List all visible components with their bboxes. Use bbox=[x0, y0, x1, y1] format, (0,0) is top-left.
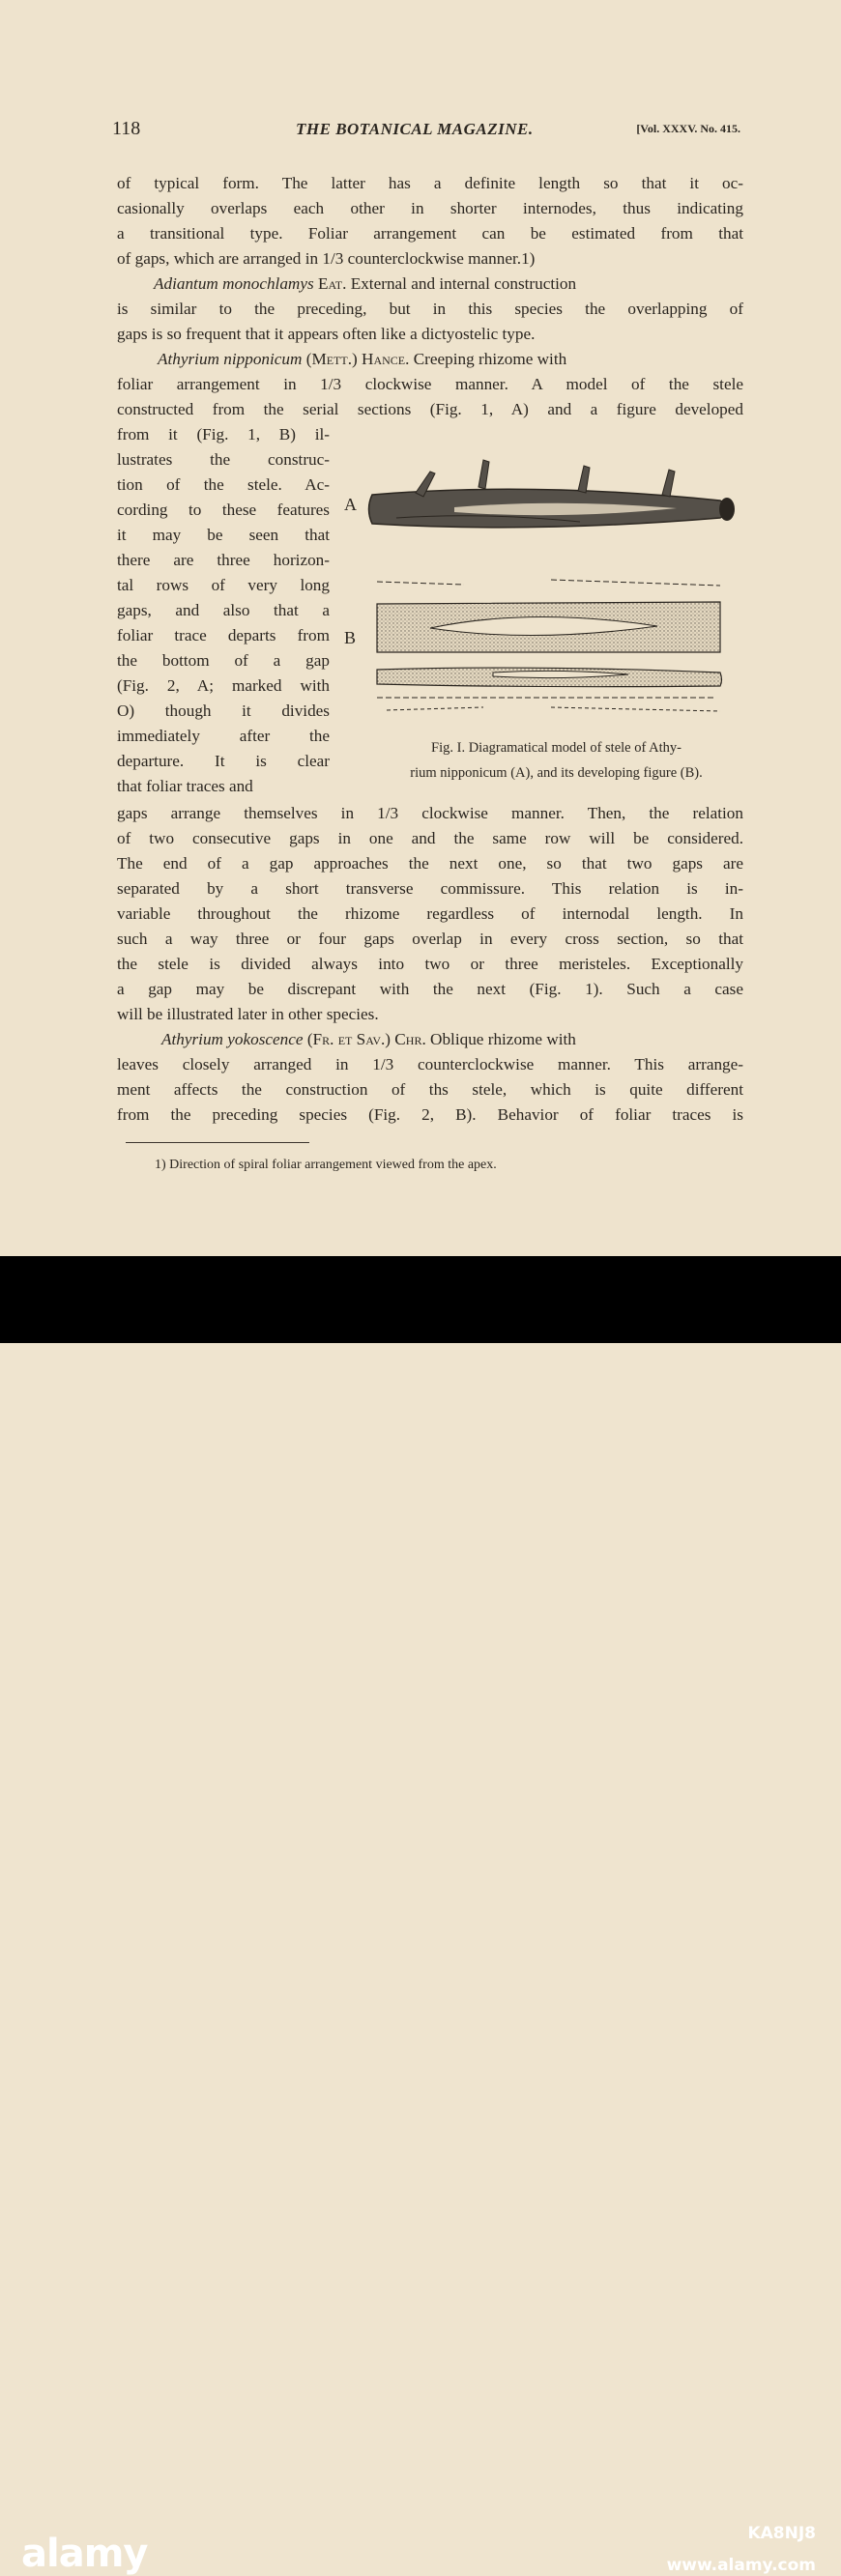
text-line bbox=[117, 347, 743, 372]
footnote: 1) Direction of spiral foliar arrangement viewed from the apex. bbox=[155, 1158, 497, 1172]
text-line: foliar trace departs from bbox=[117, 626, 330, 644]
text-line: cording to these features bbox=[117, 501, 330, 519]
species-author: Eat. bbox=[317, 274, 347, 293]
figure-label-a: A bbox=[344, 495, 357, 514]
species-name: Adiantum monochlamys bbox=[154, 274, 314, 293]
text-line: lustrates the construc- bbox=[117, 450, 330, 469]
text-line: of two consecutive gaps in one and the same row will be considered. bbox=[117, 829, 743, 847]
watermark-bar bbox=[0, 1256, 841, 2576]
text-line: gaps is so frequent that it appears often like a dictyostelic type. bbox=[117, 325, 536, 343]
caption-line: rium nipponicum (A), and its developing figure (B). bbox=[410, 765, 703, 781]
species-name: Athyrium yokoscence bbox=[161, 1030, 304, 1048]
paragraph-middle bbox=[117, 801, 743, 1027]
text-line: a gap may be discrepant with the next (Fig. 1). Such a case bbox=[117, 980, 743, 998]
running-header bbox=[112, 118, 740, 145]
paragraph-top bbox=[117, 171, 743, 272]
paragraph-athyrium-yokoscence bbox=[117, 1027, 743, 1128]
paragraph-athyrium-nipponicum bbox=[117, 347, 743, 422]
text-line: a transitional type. Foliar arrangement can be estimated from that bbox=[117, 224, 743, 243]
text-line: departure. It is clear bbox=[117, 752, 330, 770]
image-id: KA8NJ8 bbox=[747, 2524, 816, 2543]
text-line: there are three horizon- bbox=[117, 551, 330, 569]
text-line bbox=[117, 1027, 743, 1052]
text-line: ment affects the construction of ths stele, which is quite different bbox=[117, 1080, 743, 1099]
text-line: of typical form. The latter has a definite length so that it oc- bbox=[117, 174, 743, 192]
text-line: foliar arrangement in 1/3 clockwise manner. A model of the stele bbox=[117, 375, 743, 393]
alamy-logo: alamy bbox=[21, 2532, 148, 2576]
stele-developed-b bbox=[377, 580, 722, 711]
species-author: (Mett.) Hance. bbox=[305, 350, 410, 368]
text-line: from the preceding species (Fig. 2, B). Behavior of foliar traces is bbox=[117, 1105, 743, 1124]
text-line bbox=[117, 272, 743, 297]
page-number: 118 bbox=[112, 118, 141, 139]
footnote-divider bbox=[126, 1142, 309, 1143]
site-url: www.alamy.com bbox=[666, 2556, 816, 2575]
text-fragment: External and internal construction bbox=[346, 274, 577, 293]
text-line: of gaps, which are arranged in 1/3 counterclockwise manner.1) bbox=[117, 249, 536, 268]
text-line: it may be seen that bbox=[117, 526, 330, 544]
text-line: gaps arrange themselves in 1/3 clockwise manner. Then, the relation bbox=[117, 804, 743, 822]
stele-figure bbox=[338, 444, 744, 725]
text-line: leaves closely arranged in 1/3 counterclockwise manner. This arrange- bbox=[117, 1055, 743, 1073]
text-line: such a way three or four gaps overlap in every cross section, so that bbox=[117, 930, 743, 948]
figure-caption bbox=[365, 736, 747, 787]
text-fragment: Creeping rhizome with bbox=[409, 350, 567, 368]
text-line: tal rows of very long bbox=[117, 576, 330, 594]
text-line: constructed from the serial sections (Fig. 1, A) and a figure developed bbox=[117, 400, 743, 418]
text-line: that foliar traces and bbox=[117, 777, 253, 795]
volume-label: [Vol. XXXV. No. 415. bbox=[636, 122, 740, 135]
text-line: immediately after the bbox=[117, 727, 330, 745]
text-line: the bottom of a gap bbox=[117, 651, 330, 670]
narrow-column bbox=[117, 422, 330, 799]
paragraph-adiantum bbox=[117, 272, 743, 347]
text-line: from it (Fig. 1, B) il- bbox=[117, 425, 330, 444]
text-line: tion of the stele. Ac- bbox=[117, 475, 330, 494]
figure-label-b: B bbox=[344, 628, 357, 647]
species-name: Athyrium nipponicum bbox=[158, 350, 303, 368]
journal-title: THE BOTANICAL MAGAZINE. bbox=[296, 120, 534, 138]
text-line: separated by a short transverse commissure. This relation is in- bbox=[117, 879, 743, 898]
text-line: is similar to the preceding, but in this species the overlapping of bbox=[117, 300, 743, 318]
book-page bbox=[0, 0, 841, 1256]
caption-line: Fig. I. Diagramatical model of stele of Athy- bbox=[431, 740, 682, 756]
stele-model-a bbox=[369, 460, 736, 528]
text-line: gaps, and also that a bbox=[117, 601, 330, 619]
text-line: The end of a gap approaches the next one, so that two gaps are bbox=[117, 854, 743, 873]
text-line: the stele is divided always into two or three meristeles. Exceptionally bbox=[117, 955, 743, 973]
text-line: O) though it divides bbox=[117, 701, 330, 720]
species-author: (Fr. et Sav.) Chr. bbox=[306, 1030, 426, 1048]
text-line: will be illustrated later in other species. bbox=[117, 1005, 379, 1023]
text-fragment: Oblique rhizome with bbox=[425, 1030, 576, 1048]
text-line: casionally overlaps each other in shorter internodes, thus indicating bbox=[117, 199, 743, 217]
text-line: variable throughout the rhizome regardless of internodal length. In bbox=[117, 904, 743, 923]
text-line: (Fig. 2, A; marked with bbox=[117, 676, 330, 695]
